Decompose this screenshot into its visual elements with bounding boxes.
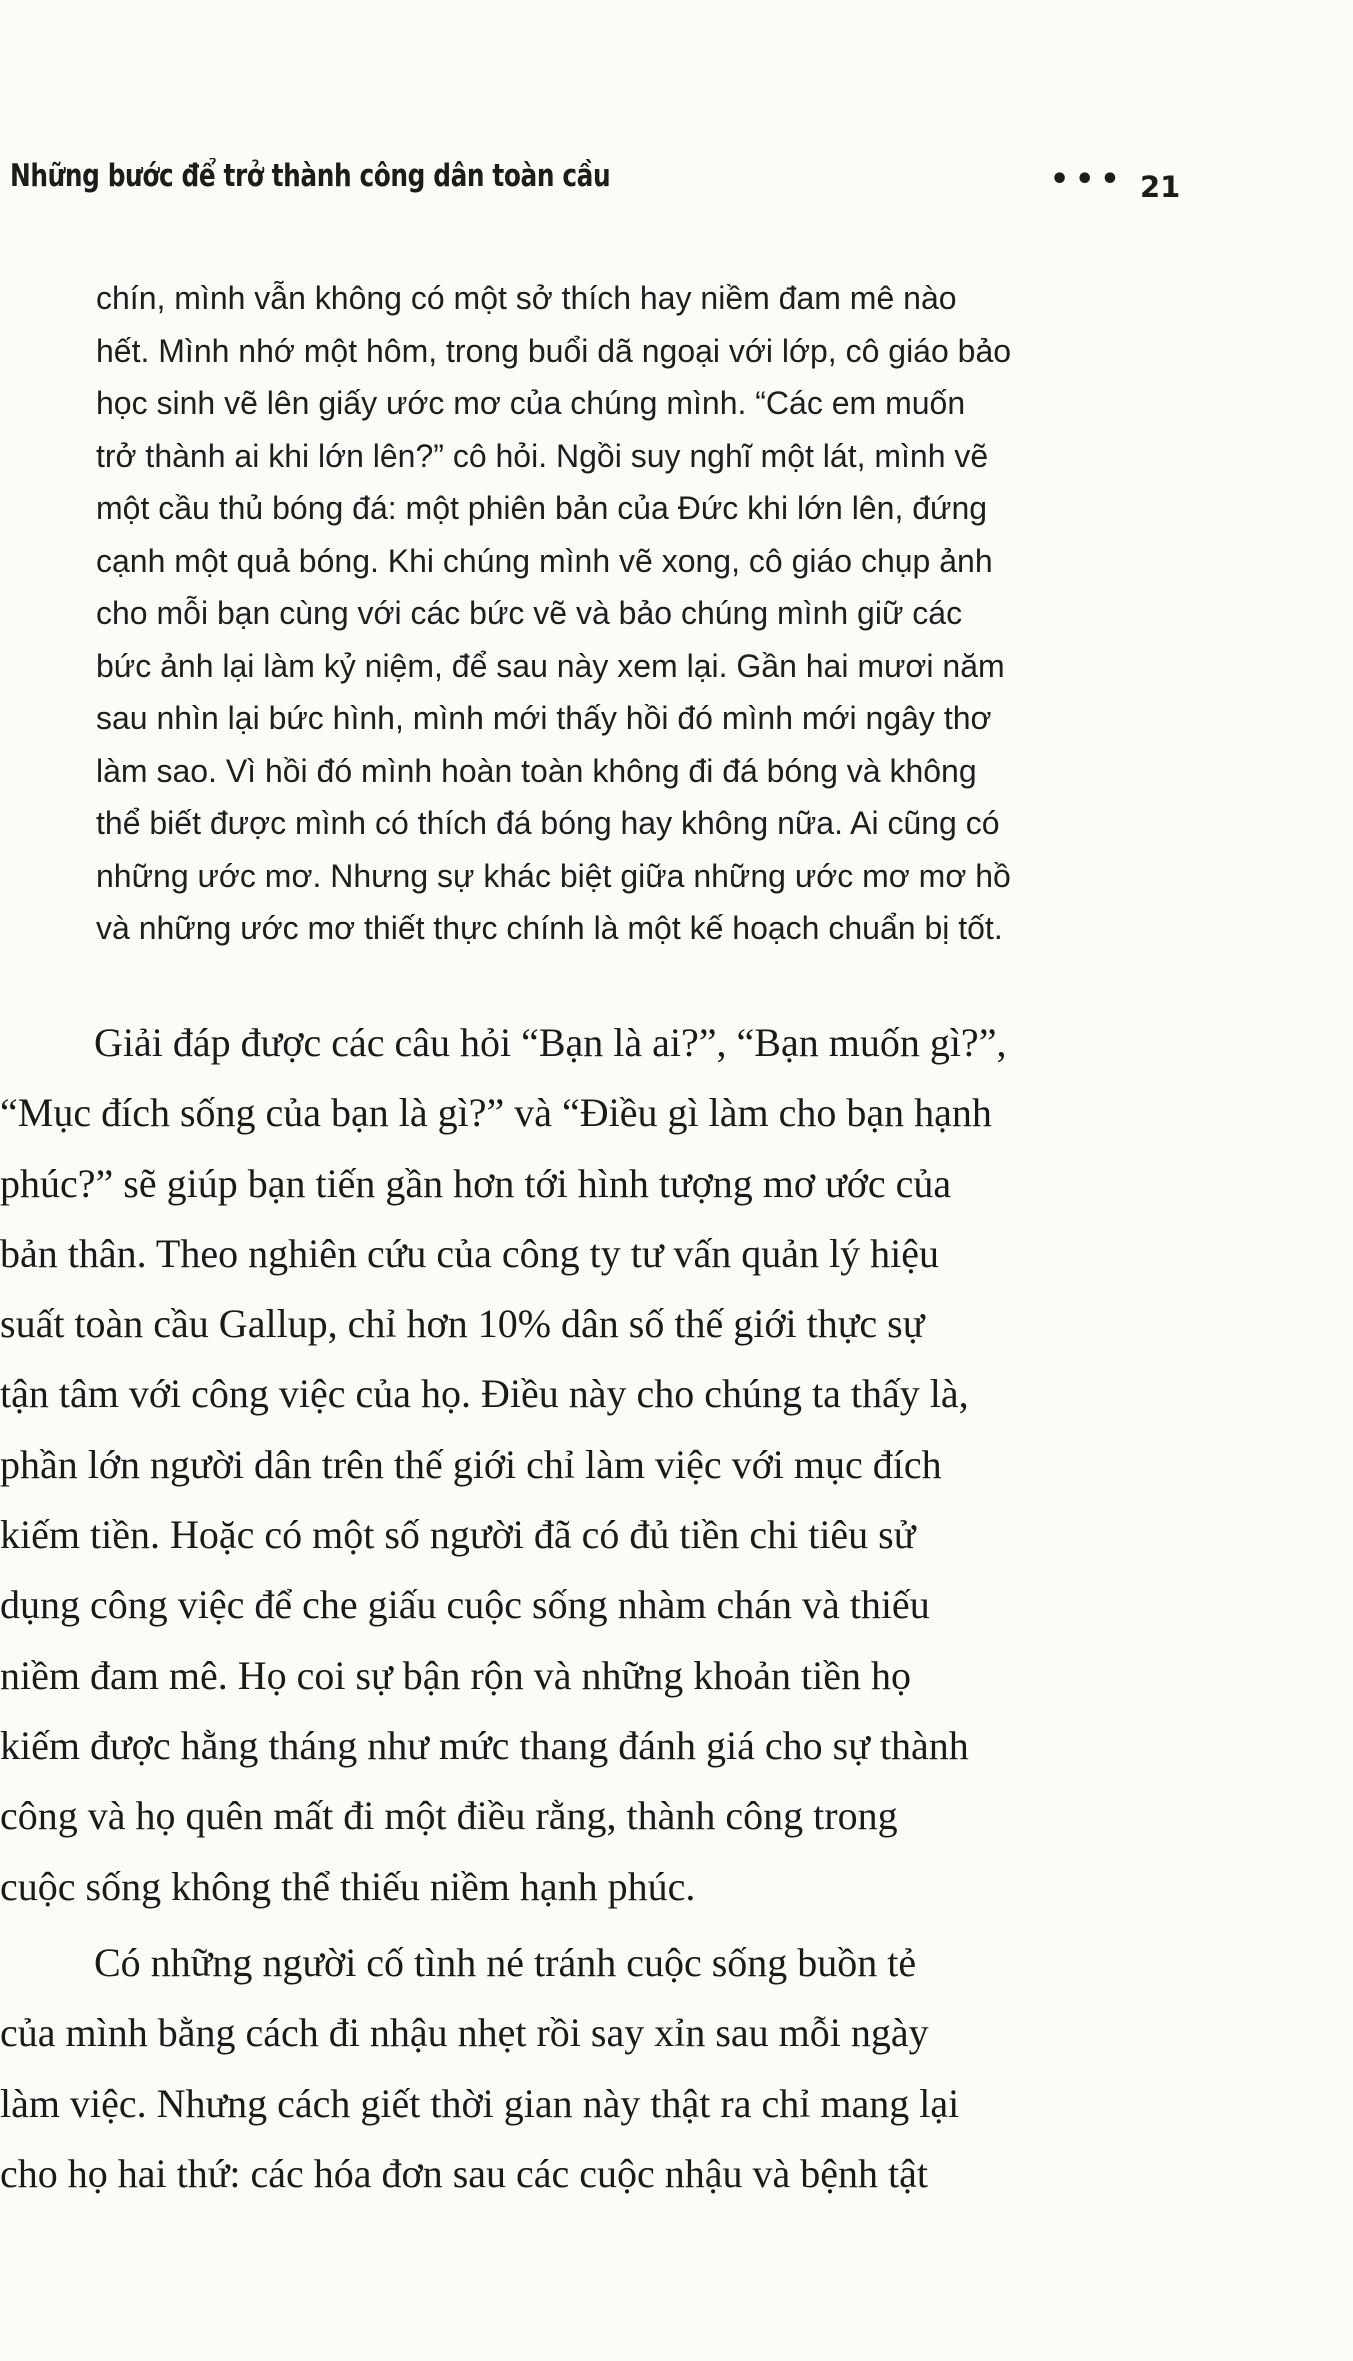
quote-line: một cầu thủ bóng đá: một phiên bản của Đức khi lớn lên, đứng [96, 490, 988, 526]
paragraph-line: phúc?” sẽ giúp bạn tiến gần hơn tới hình tượng mơ ước của [0, 1160, 952, 1206]
paragraph-line: kiếm được hằng tháng như mức thang đánh giá cho sự thành [0, 1722, 969, 1768]
paragraph-line: kiếm tiền. Hoặc có một số người đã có đủ tiền chi tiêu sử [0, 1512, 916, 1558]
quote-line: làm sao. Vì hồi đó mình hoàn toàn không đi đá bóng và không [96, 752, 977, 789]
quote-line: trở thành ai khi lớn lên?” cô hỏi. Ngồi suy nghĩ một lát, mình vẽ [96, 437, 989, 474]
quote-line: thể biết được mình có thích đá bóng hay không nữa. Ai cũng có [96, 805, 1000, 841]
body-paragraph-1 [0, 1008, 1170, 1922]
quote-line: và những ước mơ thiết thực chính là một kế hoạch chuẩn bị tốt. [96, 910, 1003, 946]
quote-block [96, 272, 1176, 955]
paragraph-line: cuộc sống không thể thiếu niềm hạnh phúc. [0, 1863, 696, 1909]
running-header [10, 152, 1181, 212]
paragraph-line: cho họ hai thứ: các hóa đơn sau các cuộc nhậu và bệnh tật [0, 2150, 929, 2196]
page-number: 21 [1140, 170, 1181, 204]
quote-line: chín, mình vẫn không có một sở thích hay niềm đam mê nào [96, 280, 957, 316]
header-dots: ••• [1050, 162, 1126, 197]
paragraph-line: niềm đam mê. Họ coi sự bận rộn và những khoản tiền họ [0, 1652, 911, 1698]
quote-line: những ước mơ. Nhưng sự khác biệt giữa những ước mơ mơ hồ [96, 857, 1011, 894]
paragraph-line: Có những người cố tình né tránh cuộc sống buồn tẻ [94, 1940, 917, 1985]
paragraph-line: bản thân. Theo nghiên cứu của công ty tư vấn quản lý hiệu [0, 1230, 940, 1276]
quote-line: hết. Mình nhớ một hôm, trong buổi dã ngoại với lớp, cô giáo bảo [96, 332, 1012, 369]
paragraph-line: của mình bằng cách đi nhậu nhẹt rồi say xỉn sau mỗi ngày [0, 2010, 929, 2056]
quote-line: bức ảnh lại làm kỷ niệm, để sau này xem lại. Gần hai mươi năm [96, 647, 1005, 684]
paragraph-line: làm việc. Nhưng cách giết thời gian này thật ra chỉ mang lại [0, 2080, 960, 2126]
paragraph-line: tận tâm với công việc của họ. Điều này cho chúng ta thấy là, [0, 1371, 969, 1417]
paragraph-line: Giải đáp được các câu hỏi “Bạn là ai?”, “Bạn muốn gì?”, [94, 1020, 1007, 1065]
paragraph-line: “Mục đích sống của bạn là gì?” và “Điều gì làm cho bạn hạnh [0, 1090, 992, 1136]
body-paragraph-2 [0, 1928, 1170, 2209]
quote-line: sau nhìn lại bức hình, mình mới thấy hồi đó mình mới ngây thơ [96, 700, 992, 736]
paragraph-line: phần lớn người dân trên thế giới chỉ làm việc với mục đích [0, 1441, 942, 1487]
paragraph-line: dụng công việc để che giấu cuộc sống nhàm chán và thiếu [0, 1582, 930, 1628]
running-title: Những bước để trở thành công dân toàn cầu [10, 158, 611, 194]
quote-line: cho mỗi bạn cùng với các bức vẽ và bảo chúng mình giữ các [96, 595, 963, 631]
paragraph-line: suất toàn cầu Gallup, chỉ hơn 10% dân số thế giới thực sự [0, 1301, 925, 1347]
quote-line: cạnh một quả bóng. Khi chúng mình vẽ xong, cô giáo chụp ảnh [96, 542, 993, 579]
quote-line: học sinh vẽ lên giấy ước mơ của chúng mình. “Các em muốn [96, 385, 966, 421]
paragraph-line: công và họ quên mất đi một điều rằng, thành công trong [0, 1793, 898, 1839]
